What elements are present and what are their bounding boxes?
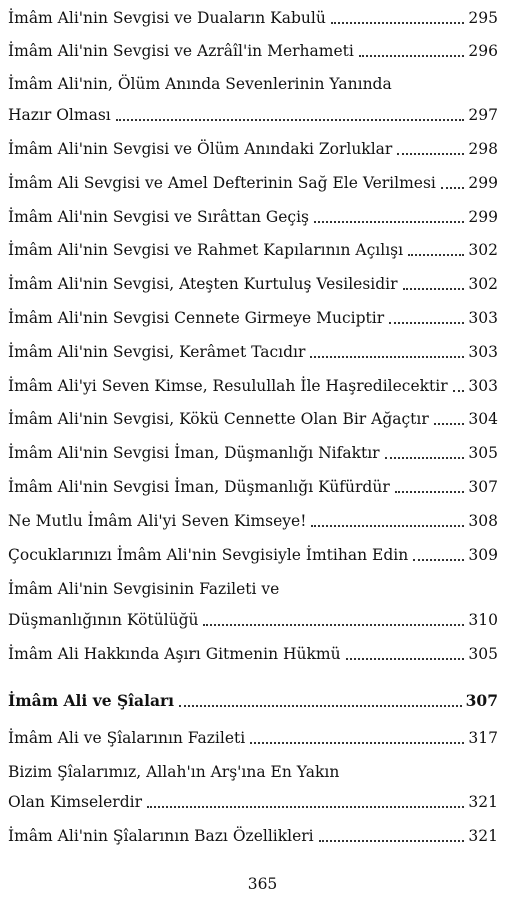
leader-dots bbox=[331, 21, 465, 24]
toc-entry bbox=[8, 762, 498, 782]
toc-section-heading bbox=[8, 691, 498, 711]
leader-dots bbox=[179, 704, 462, 707]
toc-entry bbox=[8, 443, 498, 463]
leader-dots bbox=[403, 287, 465, 290]
toc-entry bbox=[8, 644, 498, 664]
toc-page: 303 bbox=[468, 343, 498, 361]
toc-entry bbox=[8, 8, 498, 28]
toc-page: 317 bbox=[468, 729, 498, 747]
toc-page: 296 bbox=[468, 42, 498, 60]
toc-title: İmâm Ali'nin Şîalarının Bazı Özellikleri bbox=[8, 827, 314, 845]
toc-title: Bizim Şîalarımız, Allah'ın Arş'ına En Yakın bbox=[8, 763, 340, 781]
toc-page: 310 bbox=[468, 611, 498, 629]
leader-dots bbox=[311, 524, 464, 527]
leader-dots bbox=[310, 355, 464, 358]
leader-dots bbox=[389, 321, 464, 324]
toc-entry bbox=[8, 308, 498, 328]
toc-title: İmâm Ali'nin Sevgisi, Ateşten Kurtuluş Vesilesidir bbox=[8, 275, 398, 293]
toc-entry bbox=[8, 579, 498, 599]
toc-title: İmâm Ali'nin, Ölüm Anında Sevenlerinin Yanında bbox=[8, 75, 392, 93]
toc-page: 321 bbox=[468, 793, 498, 811]
toc-page: 307 bbox=[465, 691, 498, 710]
leader-dots bbox=[385, 456, 465, 459]
toc-page: 321 bbox=[468, 827, 498, 845]
page-number: 365 bbox=[247, 875, 278, 893]
leader-dots bbox=[250, 741, 464, 744]
leader-dots bbox=[359, 54, 465, 57]
leader-dots bbox=[453, 389, 465, 392]
toc-page: 299 bbox=[468, 174, 498, 192]
toc-page: 305 bbox=[468, 645, 498, 663]
leader-dots bbox=[203, 623, 464, 626]
toc-title: İmâm Ali'nin Sevgisi İman, Düşmanlığı Nifaktır bbox=[8, 444, 380, 462]
toc-page: 309 bbox=[468, 546, 498, 564]
toc-entry bbox=[8, 792, 498, 812]
toc-title: İmâm Ali'nin Sevgisinin Fazileti ve bbox=[8, 580, 280, 598]
toc-entry bbox=[8, 342, 498, 362]
toc-entry bbox=[8, 139, 498, 159]
toc-entry bbox=[8, 74, 498, 94]
toc-title: Çocuklarınızı İmâm Ali'nin Sevgisiyle İmtihan Edin bbox=[8, 546, 409, 564]
leader-dots bbox=[397, 152, 464, 155]
toc-title: İmâm Ali Sevgisi ve Amel Defterinin Sağ Ele Verilmesi bbox=[8, 174, 436, 192]
toc-page: 308 bbox=[468, 512, 498, 530]
toc-page: 302 bbox=[468, 275, 498, 293]
leader-dots bbox=[147, 805, 464, 808]
toc-entry bbox=[8, 173, 498, 193]
toc-entry bbox=[8, 376, 498, 396]
toc-title: İmâm Ali'nin Sevgisi ve Ölüm Anındaki Zorluklar bbox=[8, 140, 393, 158]
toc-title: İmâm Ali ve Şîaları bbox=[8, 691, 175, 710]
toc-entry bbox=[8, 240, 498, 260]
toc-title: İmâm Ali ve Şîalarının Fazileti bbox=[8, 729, 246, 747]
leader-dots bbox=[395, 490, 465, 493]
toc-page: 303 bbox=[468, 377, 498, 395]
toc-entry bbox=[8, 477, 498, 497]
toc-entry bbox=[8, 728, 498, 748]
toc-entry bbox=[8, 105, 498, 125]
toc-title: Ne Mutlu İmâm Ali'yi Seven Kimseye! bbox=[8, 512, 307, 530]
toc-entry bbox=[8, 274, 498, 294]
leader-dots bbox=[346, 657, 465, 660]
toc-title: Hazır Olması bbox=[8, 106, 111, 124]
toc-title: Düşmanlığının Kötülüğü bbox=[8, 611, 199, 629]
toc-title: İmâm Ali'nin Sevgisi Cennete Girmeye Muciptir bbox=[8, 309, 385, 327]
toc-entry bbox=[8, 545, 498, 565]
leader-dots bbox=[413, 558, 464, 561]
toc-page: 297 bbox=[468, 106, 498, 124]
toc-entry bbox=[8, 511, 498, 531]
leader-dots bbox=[116, 118, 465, 121]
toc-title: İmâm Ali'nin Sevgisi ve Rahmet Kapılarının Açılışı bbox=[8, 241, 404, 259]
toc-page: 299 bbox=[468, 208, 498, 226]
leader-dots bbox=[441, 186, 465, 189]
toc-entry bbox=[8, 409, 498, 429]
toc-title: İmâm Ali'nin Sevgisi İman, Düşmanlığı Küfürdür bbox=[8, 478, 390, 496]
toc-page: 305 bbox=[468, 444, 498, 462]
toc-title: İmâm Ali'nin Sevgisi, Kerâmet Tacıdır bbox=[8, 343, 306, 361]
toc-title: İmâm Ali'nin Sevgisi, Kökü Cennette Olan Bir Ağaçtır bbox=[8, 410, 429, 428]
leader-dots bbox=[319, 839, 465, 842]
leader-dots bbox=[408, 253, 464, 256]
toc-entry bbox=[8, 207, 498, 227]
toc-entry bbox=[8, 826, 498, 846]
toc-page: 304 bbox=[468, 410, 498, 428]
toc-page: 298 bbox=[468, 140, 498, 158]
leader-dots bbox=[314, 220, 464, 223]
toc-page: 302 bbox=[468, 241, 498, 259]
toc-title: İmâm Ali'nin Sevgisi ve Sırâttan Geçiş bbox=[8, 208, 310, 226]
toc-title: İmâm Ali'nin Sevgisi ve Azrâîl'in Merhameti bbox=[8, 42, 354, 60]
leader-dots bbox=[434, 422, 465, 425]
toc-title: Olan Kimselerdir bbox=[8, 793, 143, 811]
toc-title: İmâm Ali Hakkında Aşırı Gitmenin Hükmü bbox=[8, 645, 341, 663]
toc-entry bbox=[8, 610, 498, 630]
toc-page: 295 bbox=[468, 9, 498, 27]
toc-page: 303 bbox=[468, 309, 498, 327]
toc-title: İmâm Ali'yi Seven Kimse, Resulullah İle Haşredilecektir bbox=[8, 377, 448, 395]
toc-title: İmâm Ali'nin Sevgisi ve Duaların Kabulü bbox=[8, 9, 326, 27]
toc-page: 307 bbox=[468, 478, 498, 496]
toc-entry bbox=[8, 41, 498, 61]
